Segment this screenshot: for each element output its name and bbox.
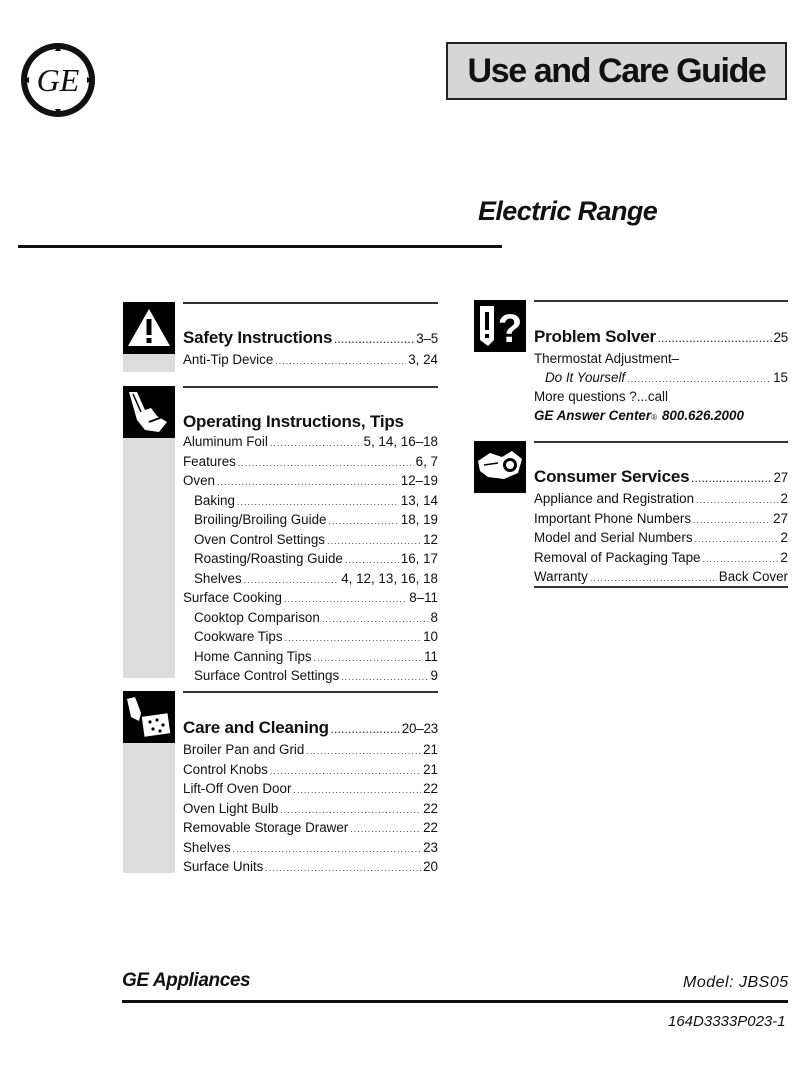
problem-section [534, 326, 788, 427]
toc-leader-dots [327, 532, 421, 551]
toc-entry-label: Surface Control Settings [194, 668, 340, 683]
svg-text:GE: GE [36, 62, 80, 98]
safety-bottom-divider [183, 386, 438, 388]
toc-entry[interactable] [183, 741, 438, 761]
toc-entry-label: Features [183, 453, 236, 469]
toc-entry-page: 22 [423, 800, 438, 816]
toc-entry-page: 2 [780, 491, 788, 506]
safety-heading-row[interactable] [183, 327, 438, 351]
toc-entry-page: 22 [423, 820, 438, 835]
toc-entry[interactable] [534, 549, 788, 569]
toc-entry[interactable] [534, 568, 788, 588]
toc-entry-label: Warranty [534, 569, 588, 584]
toc-entry-page: 20 [423, 859, 438, 874]
toc-leader-dots [265, 859, 421, 878]
toc-entry[interactable] [183, 800, 438, 820]
toc-entry-label: Removal of Packaging Tape [534, 549, 701, 565]
toc-entry[interactable] [183, 492, 438, 512]
toc-entry[interactable] [183, 570, 438, 590]
toc-entry-page: 6, 7 [415, 453, 438, 469]
toc-entry-label: Shelves [183, 839, 231, 855]
care-icon-box [123, 691, 175, 743]
toc-entry-label: Home Canning Tips [194, 648, 312, 664]
toc-entry[interactable] [534, 510, 788, 530]
toc-entry-label: Oven [183, 473, 216, 488]
toc-leader-dots [270, 762, 421, 781]
problem-bottom-divider [534, 441, 788, 443]
toc-entry-label: Control Knobs [183, 761, 268, 777]
problem-line-questions: More questions ?...call [534, 389, 668, 404]
care-section [183, 717, 438, 878]
toc-entry-page: 5, 14, 16–18 [363, 434, 438, 449]
toc-entry-label: Cookware Tips [194, 629, 283, 644]
toc-leader-dots [306, 742, 421, 761]
toc-leader-dots [314, 649, 422, 668]
toc-leader-dots [244, 571, 340, 590]
warning-icon [123, 302, 175, 354]
toc-entry-label: Important Phone Numbers [534, 510, 692, 526]
toc-entry-page: 21 [423, 761, 438, 777]
toc-entry-label: Oven Light Bulb [183, 800, 279, 816]
toc-entry[interactable] [183, 667, 438, 687]
safety-divider [183, 302, 438, 304]
answer-center-phone[interactable]: 800.626.2000 [661, 407, 744, 423]
toc-leader-dots [696, 491, 778, 510]
toc-entry-label: Anti-Tip Device [183, 352, 274, 367]
ge-logo [20, 42, 96, 118]
toc-entry-page: 12–19 [400, 473, 438, 488]
problem-heading-page: 25 [773, 330, 788, 345]
safety-section [183, 327, 438, 371]
question-icon [474, 300, 526, 352]
toc-entry-label: Appliance and Registration [534, 491, 695, 506]
toc-entry-page: 27 [773, 510, 788, 526]
toc-entry[interactable] [183, 858, 438, 878]
consumer-heading-row[interactable] [534, 466, 788, 490]
operating-heading: Operating Instructions, Tips [183, 412, 404, 431]
toc-entry[interactable] [183, 648, 438, 668]
toc-leader-dots [237, 493, 399, 512]
toc-entry-page: 18, 19 [400, 512, 438, 527]
toc-entry-page: 16, 17 [400, 551, 438, 566]
toc-entry[interactable] [534, 490, 788, 510]
safety-heading-page: 3–5 [416, 331, 438, 346]
care-heading-page: 20–23 [401, 721, 438, 736]
toc-entry-page: 23 [423, 839, 438, 855]
toc-leader-dots [345, 551, 399, 570]
consumer-icon-box [474, 441, 526, 493]
toc-leader-dots [217, 473, 399, 492]
toc-leader-dots [693, 511, 771, 530]
care-divider [183, 691, 438, 693]
toc-entry-label: Broiler Pan and Grid [183, 742, 305, 757]
toc-entry-label: Oven Control Settings [194, 531, 325, 547]
toc-entry-label: Roasting/Roasting Guide [194, 551, 343, 566]
toc-leader-dots [703, 550, 779, 569]
toc-entry[interactable] [183, 761, 438, 781]
footer-divider [122, 1000, 788, 1003]
sponge-hand-icon [123, 691, 175, 743]
toc-entry[interactable] [183, 453, 438, 473]
toc-leader-dots [238, 454, 414, 473]
toc-entry[interactable] [183, 589, 438, 609]
toc-entry-page: 10 [423, 629, 438, 644]
toc-leader-dots [590, 569, 717, 588]
svg-text:?: ? [497, 307, 523, 351]
toc-entry[interactable] [183, 609, 438, 629]
toc-leader-dots [275, 352, 406, 371]
operating-section [183, 411, 438, 687]
toc-entry-label: Lift-Off Oven Door [183, 781, 292, 796]
toc-leader-dots [329, 512, 399, 531]
toc-leader-dots [233, 840, 421, 859]
document-title: Use and Care Guide [467, 51, 766, 90]
toc-entry[interactable] [183, 839, 438, 859]
toc-leader-dots [322, 610, 429, 629]
toc-leader-dots [695, 530, 779, 549]
toc-entry-label: Removable Storage Drawer [183, 820, 349, 835]
toc-entry[interactable] [183, 531, 438, 551]
toc-entry-label: Surface Cooking [183, 590, 282, 605]
model-number: Model: JBS05 [683, 974, 789, 991]
toc-entry-page: 13, 14 [400, 492, 438, 508]
brand-name: GE Appliances [122, 970, 251, 991]
toc-entry-label: Baking [194, 492, 235, 508]
toc-leader-dots [284, 590, 407, 609]
toc-entry[interactable] [183, 628, 438, 648]
safety-heading: Safety Instructions [183, 328, 333, 347]
problem-heading: Problem Solver [534, 327, 656, 346]
toc-entry-page: 22 [423, 781, 438, 796]
toc-entry-label: Surface Units [183, 859, 264, 874]
problem-line-thermostat[interactable]: Thermostat Adjustment– [534, 351, 680, 366]
toc-entry-label: Shelves [194, 570, 242, 586]
toc-leader-dots [350, 820, 421, 839]
operating-icon-box [123, 386, 175, 438]
toc-entry-label: Aluminum Foil [183, 434, 268, 449]
toc-leader-dots [285, 629, 422, 648]
problem-heading-row[interactable] [534, 326, 788, 350]
answer-center-line[interactable]: GE Answer Center ® 800.626.2000 [534, 407, 788, 428]
toc-entry-page: 9 [430, 668, 438, 683]
toc-entry[interactable] [183, 819, 438, 839]
document-subtitle: Electric Range [478, 196, 658, 226]
toc-entry[interactable] [183, 511, 438, 531]
toc-entry-page: 12 [423, 531, 438, 547]
toc-entry-page: 21 [423, 742, 438, 757]
consumer-heading: Consumer Services [534, 467, 690, 486]
toc-entry-page: 8–11 [409, 590, 438, 605]
problem-icon-box [474, 300, 526, 352]
toc-entry[interactable] [183, 780, 438, 800]
header-divider [18, 245, 502, 248]
toc-entry-label: Model and Serial Numbers [534, 530, 693, 545]
toc-entry[interactable] [183, 351, 438, 371]
toc-entry[interactable] [534, 529, 788, 549]
problem-line-diy[interactable]: Do It Yourself ..... 15 [534, 369, 788, 389]
toc-entry[interactable] [183, 550, 438, 570]
hand-pointing-icon [123, 386, 175, 438]
toc-entry-page: 8 [430, 609, 438, 625]
toc-entry-page: Back Cover [718, 569, 788, 584]
operating-heading-row[interactable] [183, 411, 438, 433]
toc-entry[interactable] [183, 472, 438, 492]
toc-entry-page: 2 [780, 530, 788, 545]
toc-entry-page: 4, 12, 13, 16, 18 [341, 570, 438, 586]
consumer-heading-page: 27 [773, 470, 788, 485]
toc-leader-dots [280, 801, 421, 820]
toc-entry-label: Broiling/Broiling Guide [194, 512, 327, 527]
consumer-section [534, 466, 788, 588]
part-number: 164D3333P023-1 [668, 1013, 786, 1030]
toc-entry-page: 2 [780, 549, 788, 565]
toc-leader-dots [270, 434, 362, 453]
toc-entry[interactable] [183, 433, 438, 453]
toc-entry-page: 3, 24 [408, 352, 438, 367]
answer-center-label: GE Answer Center [534, 407, 652, 423]
consumer-hand-icon [474, 441, 526, 493]
toc-entry-label: Cooktop Comparison [194, 609, 320, 625]
toc-leader-dots [293, 781, 421, 800]
toc-leader-dots [341, 668, 428, 687]
title-box [446, 42, 787, 100]
care-heading: Care and Cleaning [183, 718, 329, 737]
safety-icon-box [123, 302, 175, 354]
care-heading-row[interactable] [183, 717, 438, 741]
consumer-bottom-divider [534, 586, 788, 588]
toc-entry-page: 11 [424, 648, 438, 664]
problem-divider [534, 300, 788, 302]
